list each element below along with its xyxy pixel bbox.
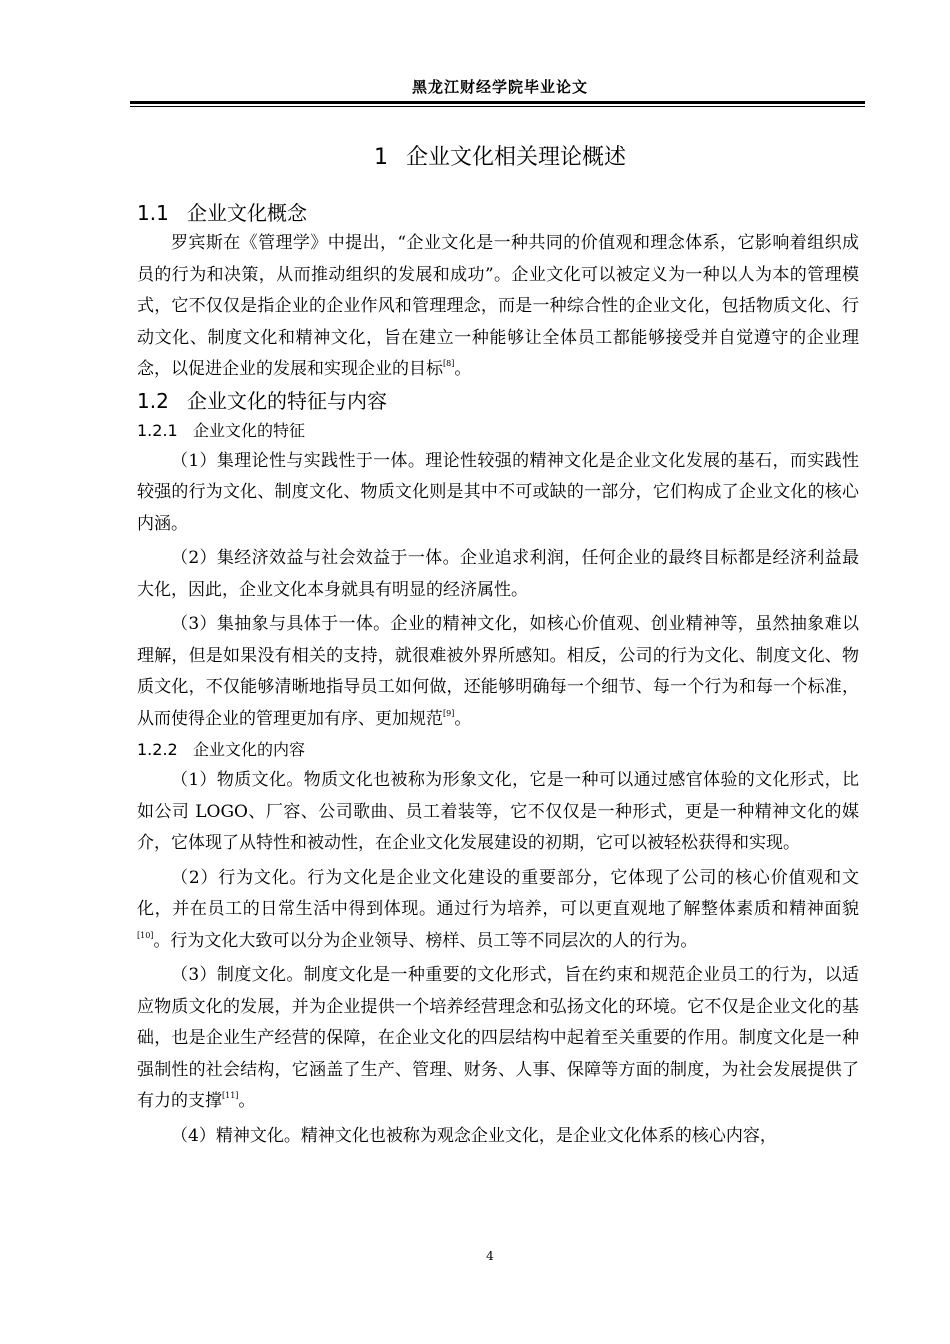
- paragraph-feature-1: （1）集理论性与实践性于一体。理论性较强的精神文化是企业文化发展的基石，而实践性较强的行为文化、制度文化、物质文化则是其中不可或缺的一部分，它们构成了企业文化的核心内涵。: [137, 450, 859, 534]
- paragraph-tail: 。: [454, 708, 472, 729]
- section-heading-1-1: [137, 198, 859, 228]
- paragraph-tail: 。: [454, 359, 472, 379]
- page-body: [137, 198, 859, 1152]
- section-heading-1-2: [137, 386, 859, 416]
- subsection-title: 企业文化的特征: [193, 420, 306, 440]
- header-rule-thick: [130, 101, 865, 104]
- section-number: 1.1: [137, 201, 169, 225]
- paragraph-content-4: （4）精神文化。精神文化也被称为观念企业文化，是企业文化体系的核心内容，: [171, 1125, 777, 1146]
- paragraph-tail: 。: [238, 1091, 256, 1111]
- chapter-heading: [0, 140, 950, 171]
- page-number: 4: [486, 1249, 494, 1263]
- section-number: 1.2: [137, 388, 169, 413]
- subsection-heading-1-2-2: [137, 735, 859, 765]
- citation-ref: [8]: [443, 359, 455, 368]
- paragraph-feature-3: [137, 609, 859, 735]
- subsection-heading-1-2-1: [137, 416, 859, 446]
- paragraph-content-1: （1）物质文化。物质文化也被称为形象文化，它是一种可以通过感官体验的文化形式，比如公司 LOGO、厂容、公司歌曲、员工着装等，它不仅仅是一种形式，更是一种精神文化的媒介，它体现了从特性和被动性，在企业文化发展建设的初期，它可以被轻松获得和实现。: [137, 770, 859, 853]
- citation-ref: [10]: [137, 930, 154, 940]
- citation-ref: [11]: [222, 1091, 239, 1100]
- subsection-title: 企业文化的内容: [193, 740, 306, 759]
- paragraph-text: （2）行为文化。行为文化是企业文化建设的重要部分，它体现了公司的核心价值观和文化，并在员工的日常生活中得到体现。通过行为培养，可以更直观地了解整体素质和精神面貌: [137, 867, 859, 919]
- chapter-number: 1: [373, 145, 388, 170]
- citation-ref: [9]: [443, 708, 455, 718]
- section-title: 企业文化概念: [187, 201, 307, 225]
- chapter-title: 企业文化相关理论概述: [405, 145, 626, 170]
- paragraph-text: 罗宾斯在《管理学》中提出，“企业文化是一种共同的价值观和理念体系，它影响着组织成员的行为和决策，从而推动组织的发展和成功”。企业文化可以被定义为一种以人为本的管理模式，它不仅仅是指企业的企业作风和管理理念，而是一种综合性的企业文化，包括物质文化、行动文化、制度文化和精神文化，旨在建立一种能够让全体员工都能够接受并自觉遵守的企业理念，以促进企业的发展和实现企业的目标: [137, 233, 859, 379]
- paragraph-content-2: [137, 863, 859, 958]
- header-rule-thin: [130, 106, 865, 107]
- paragraph-concept: [137, 228, 859, 386]
- paragraph-text: （3）制度文化。制度文化是一种重要的文化形式，旨在约束和规范企业员工的行为，以适应物质文化的发展，并为企业提供一个培养经营理念和弘扬文化的环境。它不仅是企业文化的基础，也是企业生产经营的保障，在企业文化的四层结构中起着至关重要的作用。制度文化是一种强制性的社会结构，它涵盖了生产、管理、财务、人事、保障等方面的制度，为社会发展提供了有力的支撑: [137, 965, 859, 1111]
- running-header-title: 黑龙江财经学院毕业论文: [411, 78, 588, 96]
- paragraph-tail: 。行为文化大致可以分为企业领导、榜样、员工等不同层次的人的行为。: [153, 930, 698, 951]
- subsection-number: 1.2.1: [137, 420, 178, 440]
- paragraph-content-3: [137, 960, 859, 1118]
- section-title: 企业文化的特征与内容: [187, 388, 387, 413]
- paragraph-text: （3）集抽象与具体于一体。企业的精神文化，如核心价值观、创业精神等，虽然抽象难以理解，但是如果没有相关的支持，就很难被外界所感知。相反，公司的行为文化、制度文化、物质文化，不仅能够清晰地指导员工如何做，还能够明确每一个细节、每一个行为和每一个标准，从而使得企业的管理更加有序、更加规范: [137, 614, 859, 729]
- paragraph-feature-2: （2）集经济效益与社会效益于一体。企业追求利润，任何企业的最终目标都是经济利益最大化，因此，企业文化本身就具有明显的经济属性。: [137, 548, 859, 600]
- subsection-number: 1.2.2: [137, 740, 178, 759]
